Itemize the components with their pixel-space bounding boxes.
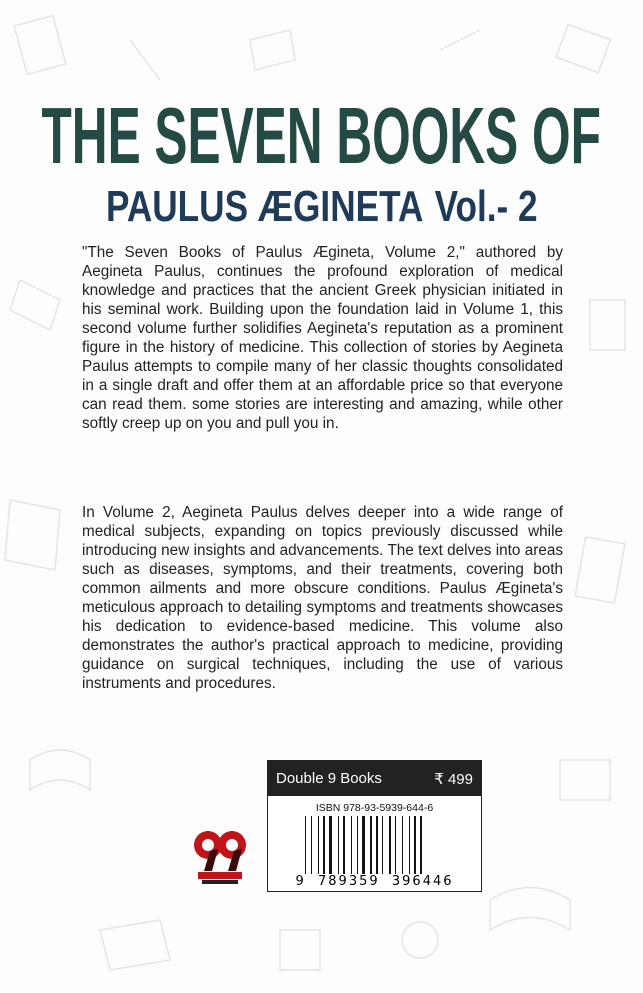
barcode-bar (311, 816, 312, 874)
price: ₹ 499 (434, 770, 473, 788)
description-paragraph-1: "The Seven Books of Paulus Ægineta, Volume 2," authored by Aegineta Paulus, continues the profound exploration of medical knowledge and practices that the ancient Greek physician initiated in his seminal work. Building upon the foundation laid in Volume 1, this second volume further solidifies Aegineta's reputation as a prominent figure in the history of medicine. This collection of stories by Aegineta Paulus attempts to compile many of her classic thoughts consolidated in a single draft and offer them at an affordable price so that everyone can read them. some stories are interesting and amazing, while other softly creep up on you and pull you in. (82, 244, 563, 432)
publisher-bar (268, 761, 481, 796)
barcode-bar (305, 816, 306, 874)
publisher-logo (190, 825, 250, 885)
barcode-bar (382, 816, 383, 874)
title-line-2-text (106, 182, 538, 232)
title-line-1-container (0, 91, 643, 180)
barcode-digits: 9 789359 396446 (268, 874, 481, 890)
barcode-bar (414, 816, 416, 874)
barcode-bar (329, 816, 332, 874)
publisher-name: Double 9 Books (276, 770, 382, 787)
barcode-bar (402, 816, 403, 874)
isbn-text: ISBN 978-93-5939-644-6 (315, 802, 434, 814)
price-barcode-box (267, 760, 482, 892)
title-author: PAULUS ÆGINETA (105, 182, 424, 231)
barcode-bar (362, 816, 365, 874)
barcode-bar (420, 816, 422, 874)
barcode-bar (395, 816, 396, 874)
barcode-bar (323, 816, 325, 874)
barcode-bar (318, 816, 319, 874)
title-line-2 (0, 182, 643, 232)
barcode-bar (389, 816, 391, 874)
title-line-1: THE SEVEN BOOKS OF (41, 91, 602, 180)
barcode-bar (338, 816, 339, 874)
barcode-bar (409, 816, 410, 874)
description-paragraph-2: In Volume 2, Aegineta Paulus delves deeper into a wide range of medical subjects, expanding on topics previously discussed while introducing new insights and advancements. The text delves into areas such as diseases, symptoms, and their treatments, covering both common ailments and more obscure conditions. Paulus Ægineta's meticulous approach to detailing symptoms and treatments showcases his dedication to evidence-based medicine. This volume also demonstrates the author's practical approach to medicine, providing guidance on surgical techniques, including the use of various instruments and procedures. (82, 504, 563, 692)
barcode-bar (357, 816, 358, 874)
barcode (305, 816, 445, 874)
barcode-bar (376, 816, 378, 874)
barcode-bar (351, 816, 352, 874)
barcode-bar (370, 816, 372, 874)
barcode-bar (343, 816, 345, 874)
title-volume: Vol.- 2 (434, 182, 538, 231)
